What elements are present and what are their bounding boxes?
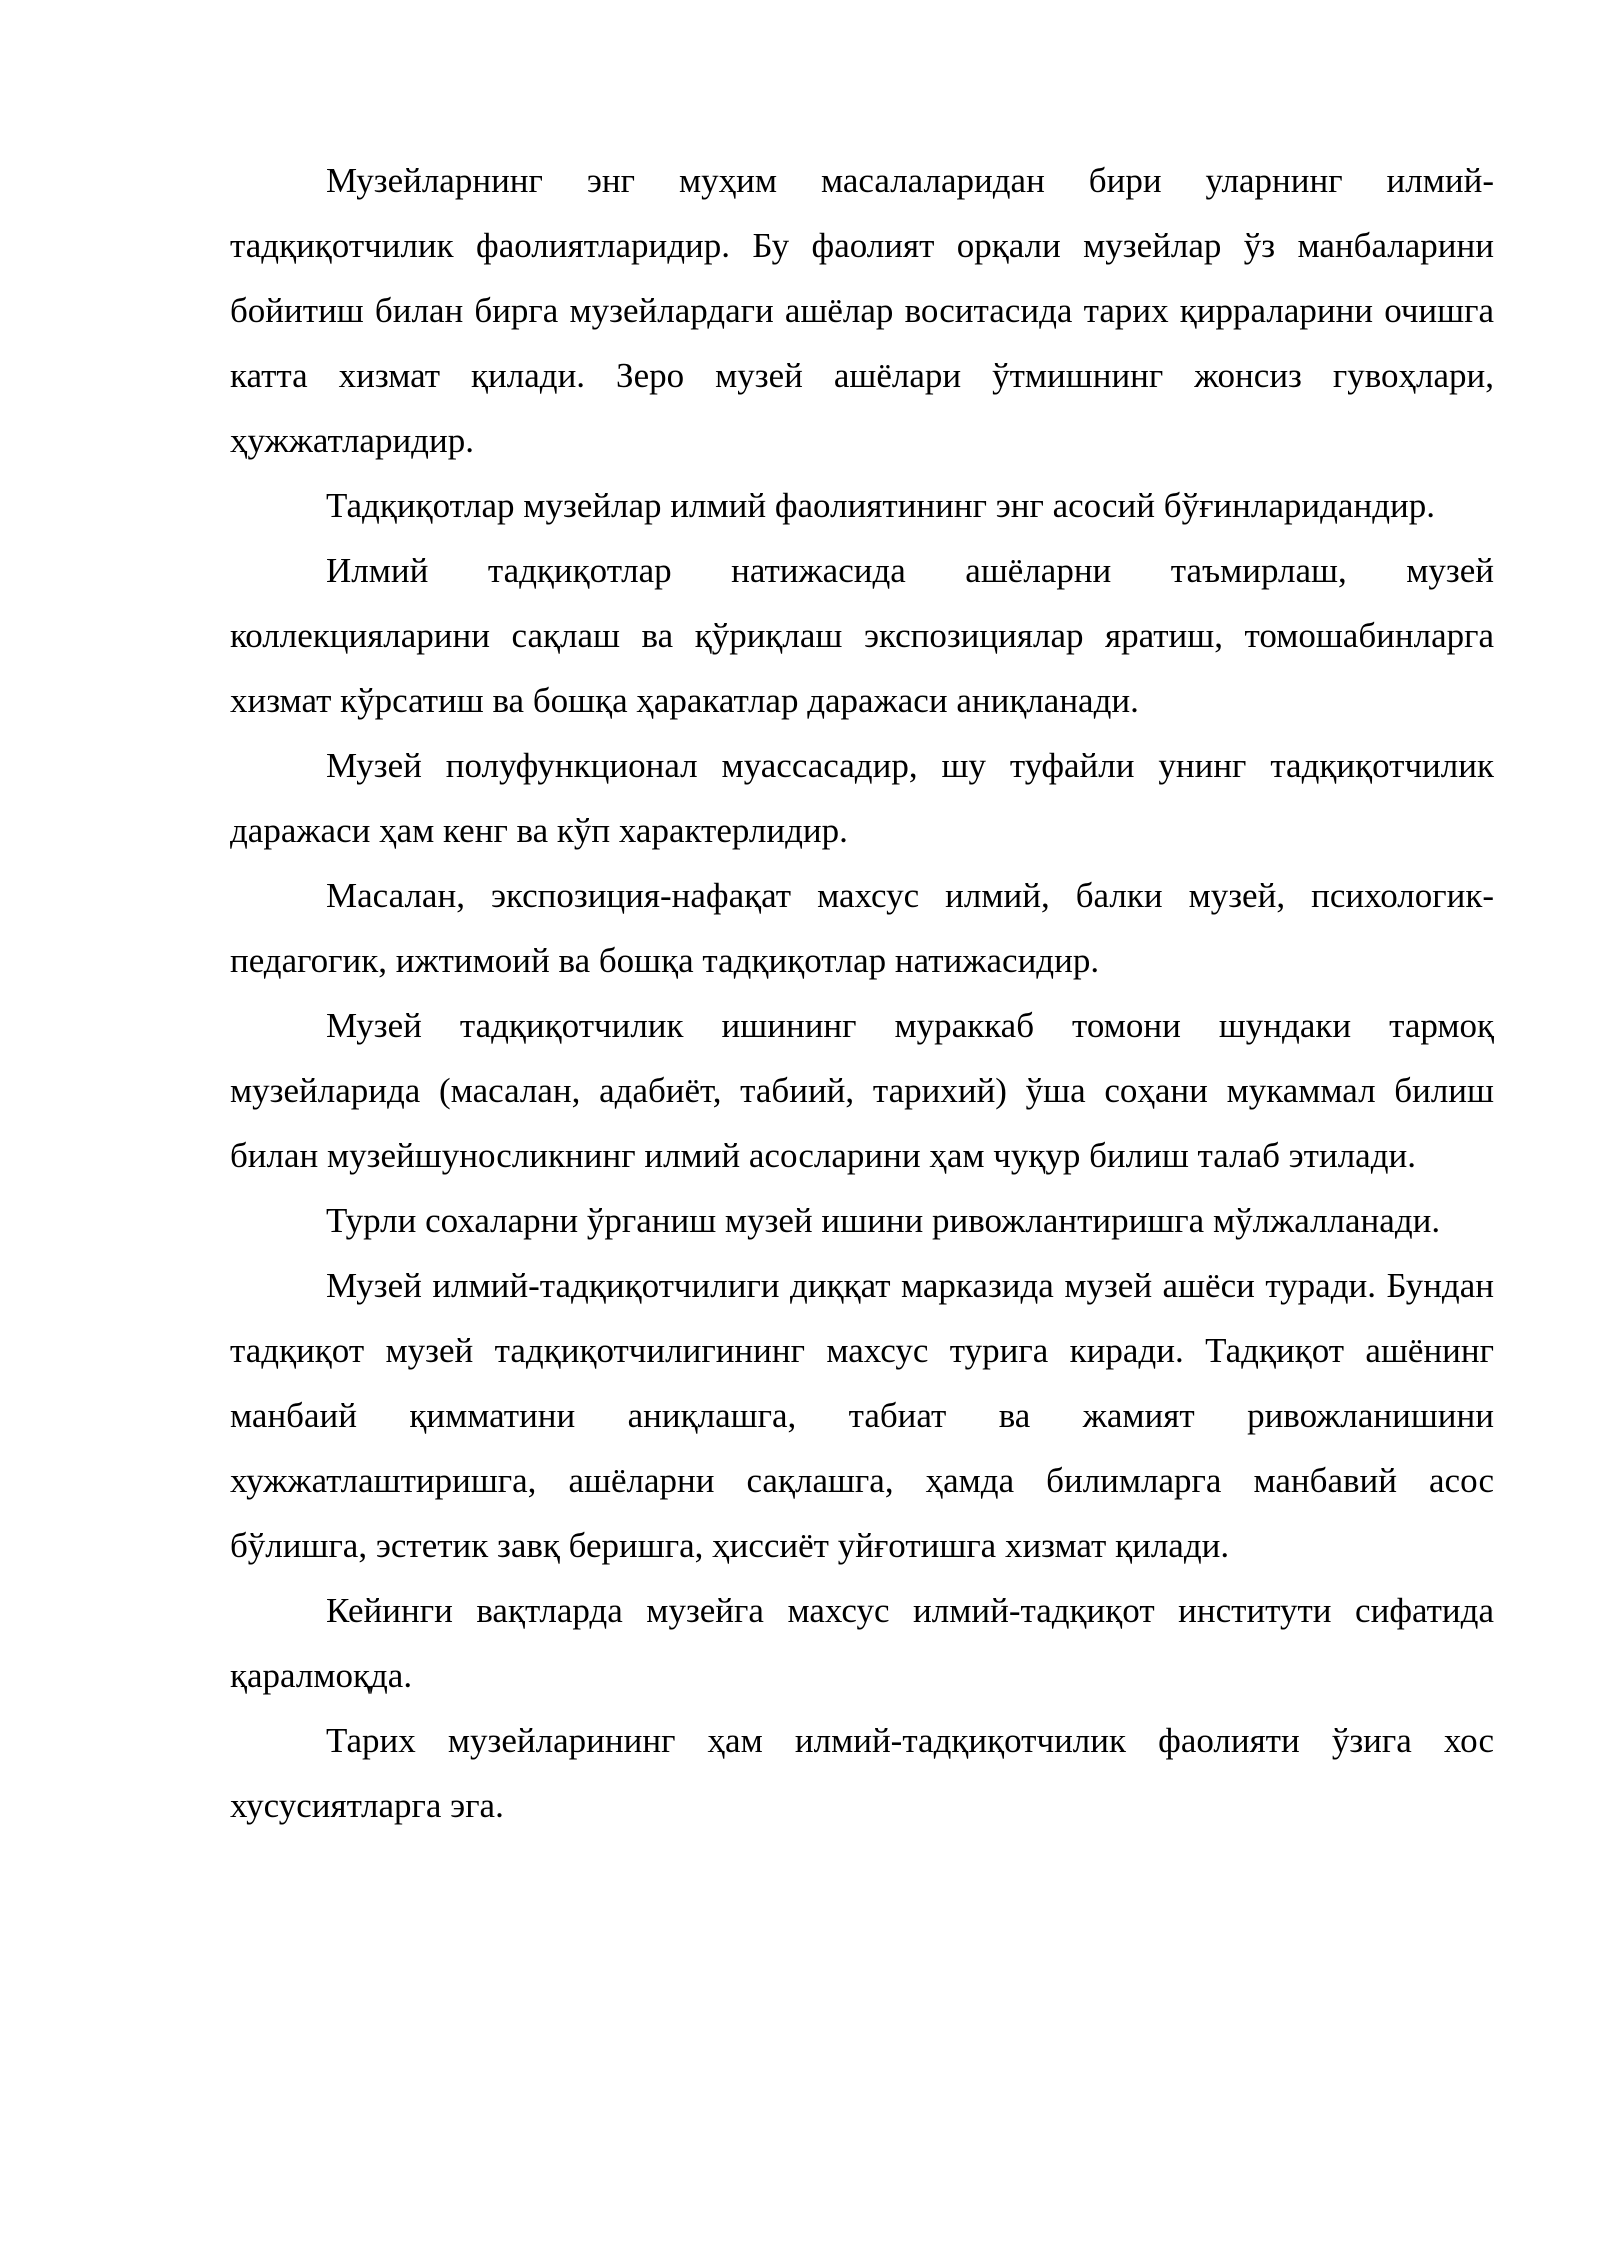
paragraph-8: Музей илмий-тадқиқотчилиги диққат марказида музей ашёси туради. Бундан тадқиқот музей тадқиқотчилигининг махсус турига киради. Тадқиқот ашёнинг манбаий қимматини аниқлашга, табиат ва жамият ривожланишини хужжатлаштиришга, ашёларни сақлашга, ҳамда билимларга манбавий асос бўлишга, эстетик завқ беришга, ҳиссиёт уйғотишга хизмат қилади.: [230, 1266, 1494, 1565]
document-body: [230, 148, 1494, 1838]
paragraph-10: Тарих музейларининг ҳам илмий-тадқиқотчилик фаолияти ўзига хос хусусиятларга эга.: [230, 1721, 1494, 1825]
paragraph-6: Музей тадқиқотчилик ишининг мураккаб томони шундаки тармоқ музейларида (масалан, адабиёт, табиий, тарихий) ўша соҳани мукаммал билиш билан музейшуносликнинг илмий асосларини ҳам чуқур билиш талаб этилади.: [230, 1006, 1494, 1175]
paragraph-5: Масалан, экспозиция-нафақат махсус илмий, балки музей, психологик-педагогик, ижтимоий ва бошқа тадқиқотлар натижасидир.: [230, 876, 1494, 980]
paragraph-9: Кейинги вақтларда музейга махсус илмий-тадқиқот институти сифатида қаралмоқда.: [230, 1591, 1494, 1695]
paragraph-2: Тадқиқотлар музейлар илмий фаолиятининг энг асосий бўғинларидандир.: [326, 486, 1435, 525]
paragraph-1: Музейларнинг энг муҳим масалаларидан бири уларнинг илмий-тадқиқотчилик фаолиятларидир. Бу фаолият орқали музейлар ўз манбаларини бойитиш билан бирга музейлардаги ашёлар воситасида тарих қирраларини очишга катта хизмат қилади. Зеро музей ашёлари ўтмишнинг жонсиз гувоҳлари, ҳужжатларидир.: [230, 161, 1494, 460]
paragraph-4: Музей полуфункционал муассасадир, шу туфайли унинг тадқиқотчилик даражаси ҳам кенг ва кўп характерлидир.: [230, 746, 1494, 850]
paragraph-7: Турли сохаларни ўрганиш музей ишини ривожлантиришга мўлжалланади.: [326, 1201, 1441, 1240]
paragraph-3: Илмий тадқиқотлар натижасида ашёларни таъмирлаш, музей коллекцияларини сақлаш ва қўриқлаш экспозициялар яратиш, томошабинларга хизмат кўрсатиш ва бошқа ҳаракатлар даражаси аниқланади.: [230, 551, 1494, 720]
